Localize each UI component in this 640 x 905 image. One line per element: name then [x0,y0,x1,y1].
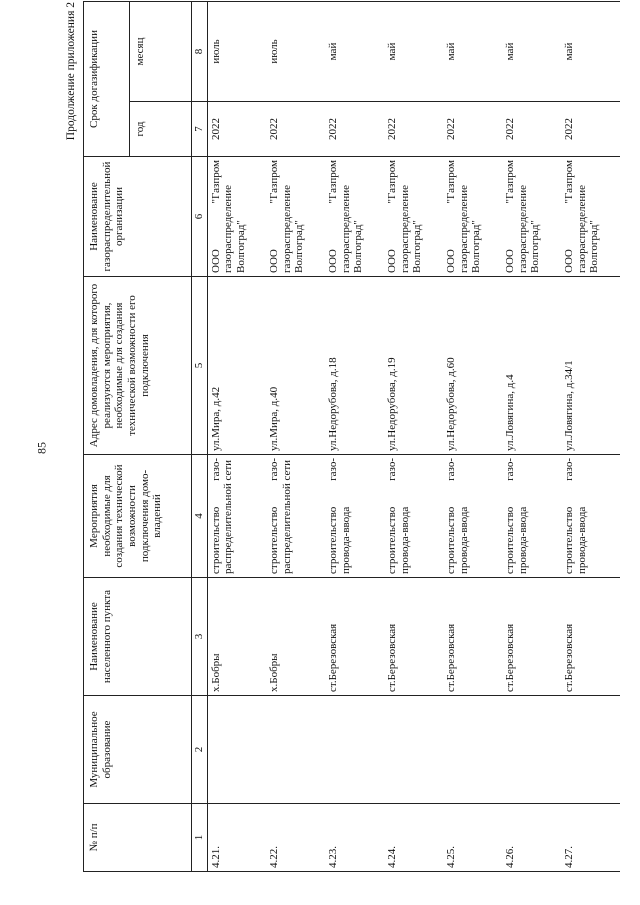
cell-gdo: ООО "Газпром газораспределение Волгоград" [443,157,502,277]
column-number: 4 [192,455,208,578]
cell-settlement: ст.Березовская [325,578,384,696]
header-municipality: Муниципальное образование [84,696,192,804]
header-num: № п/п [84,804,192,872]
cell-month: июль [266,1,325,101]
table-row [561,1,620,871]
cell-address: ул.Ловягина, д.4 [502,277,561,455]
column-number: 2 [192,696,208,804]
cell-month: май [561,1,620,101]
table-body [207,1,620,871]
table-row [207,1,266,871]
cell-num: 4.23. [325,804,384,872]
cell-gdo: ООО "Газпром газораспределение Волгоград" [266,157,325,277]
header-year: год [130,102,192,157]
page-number: 85 [34,442,49,454]
table-row [502,1,561,871]
cell-municipality [266,696,325,804]
cell-num: 4.27. [561,804,620,872]
column-number: 8 [192,1,208,101]
column-number: 5 [192,277,208,455]
table-row [325,1,384,871]
header-month: месяц [130,1,192,101]
gasification-table [83,1,620,872]
cell-municipality [207,696,266,804]
cell-gdo: ООО "Газпром газораспределение Волгоград" [502,157,561,277]
cell-measures: строительство газораспределительной сети [266,455,325,578]
cell-municipality [502,696,561,804]
column-number: 7 [192,102,208,157]
table-row [266,1,325,871]
cell-settlement: ст.Березовская [443,578,502,696]
cell-settlement: х.Бобры [207,578,266,696]
cell-settlement: х.Бобры [266,578,325,696]
cell-settlement: ст.Березовская [561,578,620,696]
cell-num: 4.25. [443,804,502,872]
header-gdo: Наименование газораспределительной организации [84,157,192,277]
cell-year: 2022 [502,102,561,157]
table-header [84,1,208,871]
cell-address: ул.Недорубова, д.19 [384,277,443,455]
cell-municipality [561,696,620,804]
header-settlement: Наименование населенного пункта [84,578,192,696]
table-row [443,1,502,871]
cell-month: май [443,1,502,101]
cell-address: ул.Ловягина, д.34/1 [561,277,620,455]
cell-gdo: ООО "Газпром газораспределение Волгоград" [384,157,443,277]
column-number: 3 [192,578,208,696]
header-term: Срок догазификации [84,1,130,156]
cell-municipality [325,696,384,804]
cell-address: ул.Мира, д.42 [207,277,266,455]
cell-address: ул.Мира, д.40 [266,277,325,455]
cell-month: май [325,1,384,101]
table-row [384,1,443,871]
header-address: Адрес домовладения, для которого реализуются мероприятия, необходимые для создания технической возможности его подключения [84,277,192,455]
cell-gdo: ООО "Газпром газораспределение Волгоград" [561,157,620,277]
cell-num: 4.21. [207,804,266,872]
cell-year: 2022 [266,102,325,157]
cell-month: май [384,1,443,101]
cell-num: 4.22. [266,804,325,872]
cell-measures: строительство газораспределительной сети [207,455,266,578]
cell-address: ул.Недорубова, д.18 [325,277,384,455]
cell-num: 4.24. [384,804,443,872]
continuation-title: Продолжение приложения 2 [65,2,77,141]
header-measures: Мероприятия необходимые для создания технической возможности подключения домовладений [84,455,192,578]
column-number: 1 [192,804,208,872]
cell-num: 4.26. [502,804,561,872]
cell-measures: строительство газопровода-ввода [443,455,502,578]
cell-year: 2022 [325,102,384,157]
rotated-page-content [65,2,601,872]
cell-year: 2022 [207,102,266,157]
cell-year: 2022 [561,102,620,157]
column-number: 6 [192,157,208,277]
cell-gdo: ООО "Газпром газораспределение Волгоград" [207,157,266,277]
cell-month: май [502,1,561,101]
cell-settlement: ст.Березовская [384,578,443,696]
cell-year: 2022 [443,102,502,157]
cell-address: ул.Недорубова, д.60 [443,277,502,455]
cell-month: июль [207,1,266,101]
cell-gdo: ООО "Газпром газораспределение Волгоград" [325,157,384,277]
cell-year: 2022 [384,102,443,157]
cell-municipality [443,696,502,804]
cell-measures: строительство газопровода-ввода [384,455,443,578]
cell-measures: строительство газопровода-ввода [325,455,384,578]
cell-settlement: ст.Березовская [502,578,561,696]
cell-measures: строительство газопровода-ввода [502,455,561,578]
cell-measures: строительство газопровода-ввода [561,455,620,578]
cell-municipality [384,696,443,804]
